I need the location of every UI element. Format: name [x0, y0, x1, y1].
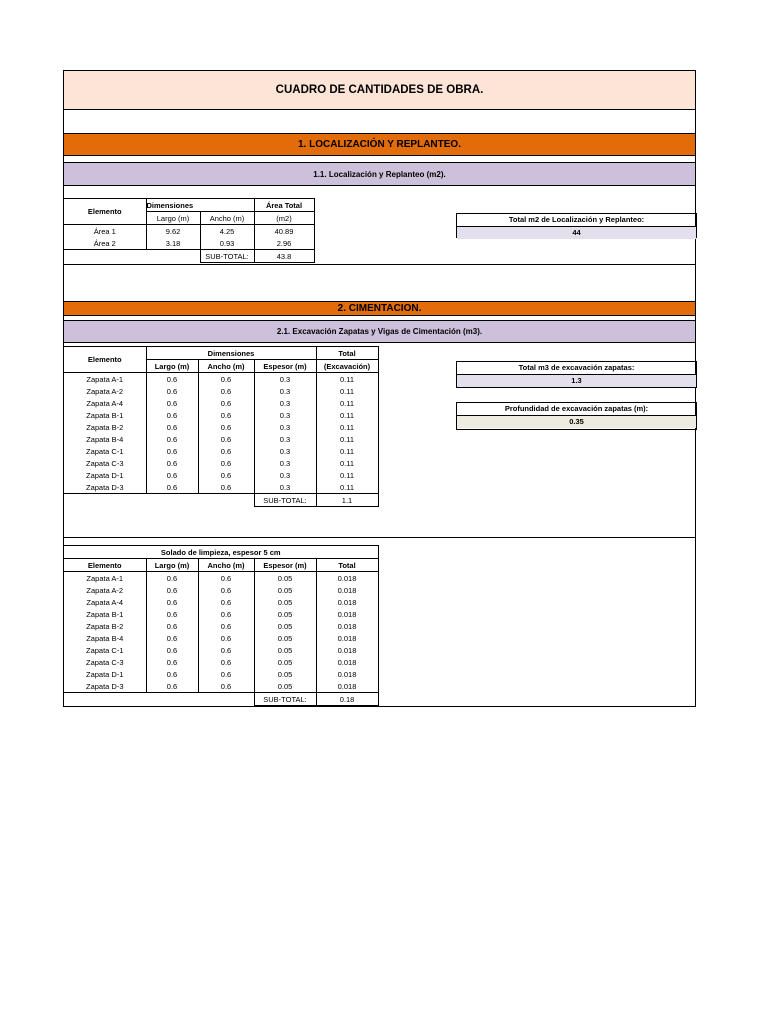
cell-espesor: 0.05 — [254, 608, 316, 620]
cell-largo: 0.6 — [146, 644, 198, 656]
col-espesor-header: Espesor (m) — [254, 559, 316, 572]
table-row — [64, 620, 378, 632]
subtotal-label: SUB-TOTAL: — [200, 250, 254, 263]
cell-largo: 0.6 — [146, 584, 198, 596]
table-row — [64, 225, 314, 238]
cell-name: Zapata C-3 — [64, 457, 146, 469]
table-row — [64, 632, 378, 644]
cell-total: 0.018 — [316, 644, 378, 656]
cell-espesor: 0.3 — [254, 481, 316, 494]
cell-total: 0.11 — [316, 457, 378, 469]
cell-largo: 0.6 — [146, 373, 198, 386]
cell-name: Zapata A-2 — [64, 584, 146, 596]
solado-caption: Solado de limpieza, espesor 5 cm — [64, 546, 378, 559]
cell-espesor: 0.05 — [254, 668, 316, 680]
table-row — [64, 481, 378, 494]
col-total-sub-header: (Excavación) — [316, 360, 378, 373]
cell-ancho: 0.6 — [198, 433, 254, 445]
cell-total: 0.11 — [316, 421, 378, 433]
cell-largo: 0.6 — [146, 481, 198, 494]
cell-total: 0.11 — [316, 373, 378, 386]
cell-name: Zapata A-2 — [64, 385, 146, 397]
cell-ancho: 0.6 — [198, 385, 254, 397]
cell-total: 0.11 — [316, 385, 378, 397]
cell-espesor: 0.3 — [254, 469, 316, 481]
cell-name: Área 1 — [64, 225, 146, 238]
col-ancho-header: Ancho (m) — [200, 212, 254, 225]
localization-table — [64, 198, 315, 263]
cell-total: 2.96 — [254, 237, 314, 250]
cell-largo: 0.6 — [146, 469, 198, 481]
summary-value: 44 — [457, 227, 696, 239]
col-element-header: Elemento — [64, 199, 146, 225]
cell-name: Zapata C-3 — [64, 656, 146, 668]
cell-largo: 0.6 — [146, 632, 198, 644]
table-row — [64, 572, 378, 585]
col-ancho-header: Ancho (m) — [198, 360, 254, 373]
cell-ancho: 0.93 — [200, 237, 254, 250]
cell-name: Zapata B-4 — [64, 632, 146, 644]
cell-ancho: 4.25 — [200, 225, 254, 238]
cell-name: Zapata B-2 — [64, 620, 146, 632]
cell-largo: 0.6 — [146, 572, 198, 585]
subtotal-label: SUB-TOTAL: — [254, 693, 316, 706]
subtotal-value: 0.18 — [316, 693, 378, 706]
divider — [64, 537, 695, 538]
cell-total: 0.11 — [316, 409, 378, 421]
cell-total: 0.018 — [316, 680, 378, 693]
cell-ancho: 0.6 — [198, 481, 254, 494]
cell-espesor: 0.3 — [254, 421, 316, 433]
divider — [64, 264, 695, 265]
cell-ancho: 0.6 — [198, 620, 254, 632]
table-row — [64, 385, 378, 397]
table-row — [64, 421, 378, 433]
col-element-header: Elemento — [64, 347, 146, 373]
cell-largo: 0.6 — [146, 680, 198, 693]
summary-label: Total m2 de Localización y Replanteo: — [457, 214, 696, 227]
cell-total: 0.11 — [316, 397, 378, 409]
cell-espesor: 0.05 — [254, 632, 316, 644]
cell-name: Zapata B-2 — [64, 421, 146, 433]
section-2-heading: 2. CIMENTACION. — [64, 301, 695, 316]
cell-total: 0.018 — [316, 596, 378, 608]
cell-espesor: 0.05 — [254, 620, 316, 632]
col-largo-header: Largo (m) — [146, 212, 200, 225]
cell-name: Zapata A-1 — [64, 572, 146, 585]
cell-total: 0.018 — [316, 584, 378, 596]
col-area-unit-header: (m2) — [254, 212, 314, 225]
table-row — [64, 433, 378, 445]
cell-espesor: 0.05 — [254, 644, 316, 656]
col-dimensions-header: Dimensiones — [146, 347, 316, 360]
cell-name: Área 2 — [64, 237, 146, 250]
cell-largo: 0.6 — [146, 656, 198, 668]
cell-ancho: 0.6 — [198, 596, 254, 608]
cell-ancho: 0.6 — [198, 409, 254, 421]
summary-value: 1.3 — [457, 375, 696, 387]
section-1-heading: 1. LOCALIZACIÓN Y REPLANTEO. — [64, 133, 695, 156]
cell-ancho: 0.6 — [198, 421, 254, 433]
cell-espesor: 0.05 — [254, 596, 316, 608]
cell-name: Zapata D-3 — [64, 680, 146, 693]
cell-ancho: 0.6 — [198, 680, 254, 693]
cell-name: Zapata C-1 — [64, 644, 146, 656]
table-row — [64, 668, 378, 680]
section-2-subheading: 2.1. Excavación Zapatas y Vigas de Cimentación (m3). — [64, 320, 695, 343]
col-ancho-header: Ancho (m) — [198, 559, 254, 572]
cell-name: Zapata A-1 — [64, 373, 146, 386]
cell-ancho: 0.6 — [198, 397, 254, 409]
cell-ancho: 0.6 — [198, 373, 254, 386]
col-total-header: Total — [316, 347, 378, 360]
summary-label: Profundidad de excavación zapatas (m): — [457, 403, 696, 416]
cell-largo: 0.6 — [146, 668, 198, 680]
cell-total: 0.11 — [316, 433, 378, 445]
cell-name: Zapata A-4 — [64, 397, 146, 409]
cell-largo: 0.6 — [146, 457, 198, 469]
cell-espesor: 0.3 — [254, 433, 316, 445]
cell-ancho: 0.6 — [198, 572, 254, 585]
summary-label: Total m3 de excavación zapatas: — [457, 362, 696, 375]
cell-total: 0.11 — [316, 481, 378, 494]
depth-summary — [456, 402, 697, 430]
cell-total: 0.018 — [316, 632, 378, 644]
cell-total: 0.11 — [316, 445, 378, 457]
table-row — [64, 596, 378, 608]
cell-largo: 0.6 — [146, 620, 198, 632]
table-row — [64, 469, 378, 481]
table-row — [64, 445, 378, 457]
cell-largo: 3.18 — [146, 237, 200, 250]
cell-largo: 0.6 — [146, 433, 198, 445]
cell-total: 0.018 — [316, 572, 378, 585]
col-area-total-header: Área Total — [254, 199, 314, 212]
table-row — [64, 608, 378, 620]
page-title: CUADRO DE CANTIDADES DE OBRA. — [64, 71, 695, 110]
cell-name: Zapata A-4 — [64, 596, 146, 608]
cell-ancho: 0.6 — [198, 584, 254, 596]
table-row — [64, 644, 378, 656]
cell-total: 40.89 — [254, 225, 314, 238]
cell-ancho: 0.6 — [198, 668, 254, 680]
col-largo-header: Largo (m) — [146, 360, 198, 373]
section-1-subheading: 1.1. Localización y Replanteo (m2). — [64, 162, 695, 186]
table-row — [64, 397, 378, 409]
table-row — [64, 680, 378, 693]
cell-total: 0.018 — [316, 668, 378, 680]
cell-espesor: 0.3 — [254, 457, 316, 469]
cell-total: 0.018 — [316, 656, 378, 668]
cell-largo: 0.6 — [146, 397, 198, 409]
localization-summary — [456, 213, 697, 238]
cell-espesor: 0.05 — [254, 584, 316, 596]
quantities-sheet — [63, 70, 696, 707]
cell-ancho: 0.6 — [198, 632, 254, 644]
cell-espesor: 0.3 — [254, 385, 316, 397]
cell-name: Zapata C-1 — [64, 445, 146, 457]
cell-largo: 0.6 — [146, 445, 198, 457]
cell-largo: 0.6 — [146, 421, 198, 433]
cell-largo: 0.6 — [146, 409, 198, 421]
cell-espesor: 0.3 — [254, 397, 316, 409]
cell-name: Zapata B-1 — [64, 409, 146, 421]
cell-ancho: 0.6 — [198, 445, 254, 457]
cell-espesor: 0.3 — [254, 445, 316, 457]
col-element-header: Elemento — [64, 559, 146, 572]
subtotal-value: 43.8 — [254, 250, 314, 263]
cell-largo: 9.62 — [146, 225, 200, 238]
table-row — [64, 373, 378, 386]
excavation-summary — [456, 361, 697, 388]
cell-name: Zapata B-4 — [64, 433, 146, 445]
cell-espesor: 0.05 — [254, 656, 316, 668]
table-row — [64, 584, 378, 596]
cell-ancho: 0.6 — [198, 457, 254, 469]
summary-value: 0.35 — [457, 416, 696, 428]
cell-ancho: 0.6 — [198, 656, 254, 668]
cell-ancho: 0.6 — [198, 608, 254, 620]
cell-name: Zapata D-3 — [64, 481, 146, 494]
subtotal-value: 1.1 — [316, 494, 378, 507]
cell-name: Zapata D-1 — [64, 668, 146, 680]
cell-largo: 0.6 — [146, 385, 198, 397]
cell-total: 0.018 — [316, 608, 378, 620]
solado-table — [64, 545, 379, 706]
cell-largo: 0.6 — [146, 596, 198, 608]
cell-name: Zapata B-1 — [64, 608, 146, 620]
table-row — [64, 409, 378, 421]
cell-name: Zapata D-1 — [64, 469, 146, 481]
col-dimensions-header: Dimensiones — [146, 199, 254, 212]
cell-espesor: 0.3 — [254, 373, 316, 386]
col-largo-header: Largo (m) — [146, 559, 198, 572]
table-row — [64, 457, 378, 469]
cell-ancho: 0.6 — [198, 469, 254, 481]
cell-ancho: 0.6 — [198, 644, 254, 656]
cell-total: 0.11 — [316, 469, 378, 481]
table-row — [64, 656, 378, 668]
cell-espesor: 0.05 — [254, 680, 316, 693]
cell-espesor: 0.3 — [254, 409, 316, 421]
table-row — [64, 237, 314, 250]
cell-total: 0.018 — [316, 620, 378, 632]
subtotal-label: SUB-TOTAL: — [254, 494, 316, 507]
cell-largo: 0.6 — [146, 608, 198, 620]
col-espesor-header: Espesor (m) — [254, 360, 316, 373]
cell-espesor: 0.05 — [254, 572, 316, 585]
excavation-table — [64, 346, 379, 507]
col-total-header: Total — [316, 559, 378, 572]
